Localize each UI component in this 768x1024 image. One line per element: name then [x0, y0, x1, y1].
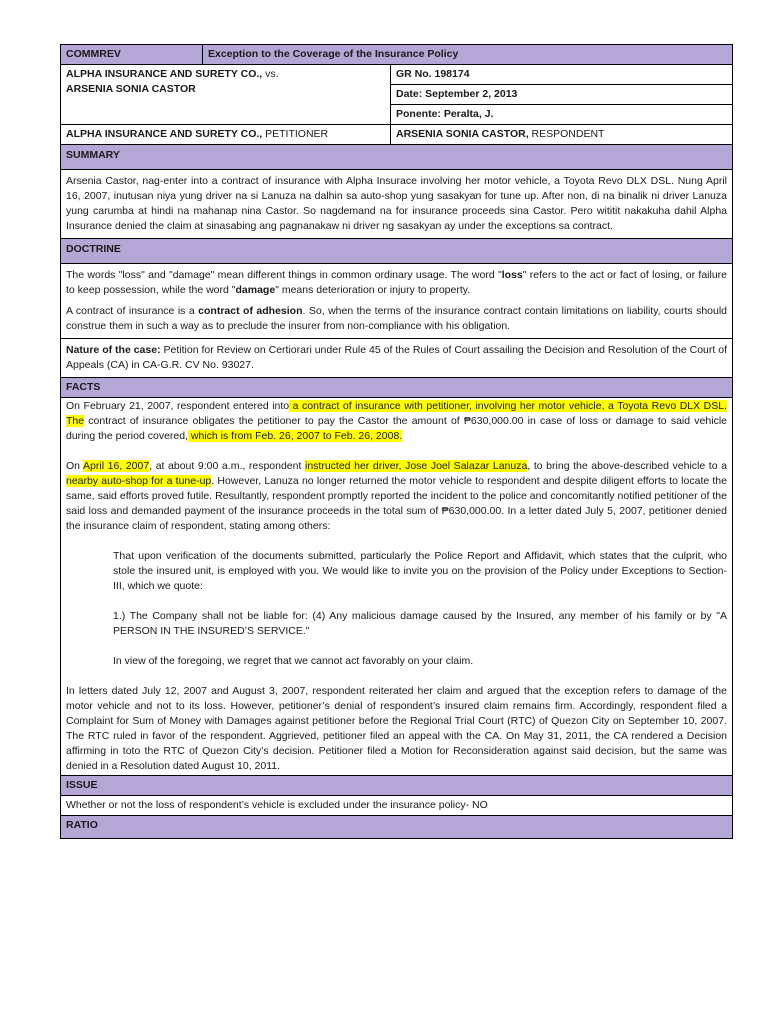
issue-text: Whether or not the loss of respondent’s vehicle is excluded under the insurance policy- NO: [61, 796, 733, 816]
subject-cell: COMMREV: [61, 45, 203, 65]
facts-heading: FACTS: [61, 378, 733, 398]
nature-text: Petition for Review on Certiorari under Rule 45 of the Rules of Court assailing the Decision and Resolution of the Court of Appeals (CA) in CA-G.R. CV No. 93027.: [66, 344, 728, 371]
case-title-row: [61, 65, 733, 85]
issue-heading: ISSUE: [61, 776, 733, 796]
quote-paragraph-1: That upon verification of the documents submitted, particularly the Police Report and Affidavit, which states that the culprit, who stole the insured unit, is employed with you. We would like to invite you on the provision of the Policy under Exceptions to Section-III, which we quote:: [113, 550, 727, 592]
facts-p2-text-c: , to bring the above-described vehicle to a: [527, 460, 727, 472]
nature-of-case: [61, 339, 733, 378]
doctrine-term-damage: damage: [235, 284, 276, 296]
facts-highlight-autoshop: nearby auto-shop for a tune-up: [66, 475, 212, 487]
petitioner-name: ALPHA INSURANCE AND SURETY CO.,: [66, 128, 263, 140]
decision-date: Date: September 2, 2013: [391, 85, 733, 105]
doctrine-body: [61, 264, 733, 339]
doctrine-p1-text-a: The words "loss" and "damage" mean different things in common ordinary usage. The word ": [66, 269, 502, 281]
quote-paragraph-2: 1.) The Company shall not be liable for: (4) Any malicious damage caused by the Insured, any member of his family or by "A PERSON IN THE INSURED’S SERVICE.": [113, 610, 727, 637]
doctrine-term-loss: loss: [501, 269, 523, 281]
spacer: [66, 669, 727, 684]
summary-heading-row: [61, 145, 733, 170]
facts-p1-text-a: On February 21, 2007, respondent entered into: [66, 400, 290, 412]
issue-heading-row: [61, 776, 733, 796]
summary-body-row: [61, 170, 733, 239]
respondent-name: ARSENIA SONIA CASTOR,: [396, 128, 529, 140]
facts-highlight-driver: instructed her driver, Jose Joel Salazar Lanuza: [305, 460, 528, 472]
petitioner-cell: [61, 125, 391, 145]
facts-body: [61, 398, 733, 776]
topic-cell: Exception to the Coverage of the Insurance Policy: [203, 45, 733, 65]
spacer: [66, 534, 727, 549]
doctrine-heading: DOCTRINE: [61, 239, 733, 264]
spacer: [66, 444, 727, 459]
summary-heading: SUMMARY: [61, 145, 733, 170]
doctrine-heading-row: [61, 239, 733, 264]
case-digest-table: [60, 44, 733, 839]
case-title-party-1: ALPHA INSURANCE AND SURETY CO.,: [66, 68, 263, 80]
doctrine-p2-text-c: . So, when the terms of the insurance contract contain limitations on liability, courts should construe them in such a way as to preclude the insurer from non-compliance with his obligation.: [66, 305, 728, 332]
case-title-vs: vs.: [262, 68, 279, 80]
facts-p2-text-b: , at about 9:00 a.m., respondent: [149, 460, 305, 472]
facts-highlight-contract: a contract of insurance with petitioner, involving her motor vehicle, a Toyota Revo DLX DSL. The: [66, 400, 727, 427]
quote-paragraph-3: In view of the foregoing, we regret that we cannot act favorably on your claim.: [113, 655, 474, 667]
summary-text: Arsenia Castor, nag-enter into a contract of insurance with Alpha Insurace involving her motor vehicle, a Toyota Revo DLX DSL. Nung April 16, 2007, inutusan niya yung driver na si Lanuza na dalhin sa auto-shop yung sasakyan for tune up. After non, di na binalik ni driver Lanuza yung carumba at hindi na mahanap nina Castor. So nagdemand na for insurance proceeds sina Castor. Pero wititit nakakuha dahil Alpha Insurance denied the claim at sinasabing ang pagnanakaw ni driver ng sasakyan ay under the exceptions sa contract.: [61, 170, 733, 239]
facts-heading-row: [61, 378, 733, 398]
ponente: Ponente: Peralta, J.: [391, 105, 733, 125]
doctrine-body-row: [61, 264, 733, 339]
ratio-heading: RATIO: [61, 816, 733, 839]
spacer: [66, 639, 727, 654]
doctrine-p2-text-a: A contract of insurance is a: [66, 305, 199, 317]
issue-body-row: [61, 796, 733, 816]
facts-paragraph-1: [66, 399, 727, 444]
case-digest-page: [60, 44, 732, 839]
facts-p2-text-d: . However, Lanuza no longer returned the motor vehicle to respondent and despite diligent efforts to locate the same, said efforts proved futile. Resultantly, respondent promptly reported the incident to the police and concomitantly notified petitioner of the said loss and demanded payment of the insurance proceeds in the total sum of ₱630,000.00. In a letter dated July 5, 2007, petitioner denied the insurance claim of respondent, stating among others:: [66, 475, 727, 532]
doctrine-p1-text-e: " means deterioration or injury to property.: [275, 284, 471, 296]
ratio-heading-row: [61, 816, 733, 839]
nature-row: [61, 339, 733, 378]
facts-highlight-date: April 16, 2007: [83, 460, 150, 472]
spacer: [66, 594, 727, 609]
facts-highlight-period: which is from Feb. 26, 2007 to Feb. 26, 2008.: [188, 430, 403, 442]
respondent-cell: [391, 125, 733, 145]
doctrine-p1-text-c: " refers to the act or fact of losing, or failure to keep possession, while the word ": [66, 269, 727, 296]
respondent-role: RESPONDENT: [528, 128, 605, 140]
doctrine-term-adhesion: contract of adhesion: [198, 305, 303, 317]
petitioner-role: PETITIONER: [262, 128, 329, 140]
case-title-party-2: ARSENIA SONIA CASTOR: [66, 83, 196, 95]
facts-body-row: [61, 398, 733, 776]
facts-p2-text-a: On: [66, 460, 84, 472]
facts-p1-text-b: contract of insurance obligates the petitioner to pay the Castor the amount of ₱630,000.00 in case of loss or damage to said vehicle during the period covered,: [66, 415, 727, 442]
nature-label: Nature of the case:: [66, 344, 161, 356]
doctrine-paragraph-1: [66, 268, 727, 298]
header-row: [61, 45, 733, 65]
parties-row: [61, 125, 733, 145]
facts-paragraph-3: In letters dated July 12, 2007 and August 3, 2007, respondent reiterated her claim and argued that the exception refers to damage of the motor vehicle and not to its loss. However, petitioner’s denial of respondent’s insured claim remains firm. Accordingly, respondent filed a Complaint for Sum of Money with Damages against petitioner before the Regional Trial Court (RTC) of Quezon City on September 10, 2007. The RTC ruled in favor of the respondent. Aggrieved, petitioner filed an appeal with the CA. On May 31, 2011, the CA rendered a Decision affirming in toto the RTC of Quezon City’s decision. Petitioner filed a Motion for Reconsideration against said decision, but the same was denied in a Resolution dated August 10, 2011.: [66, 685, 727, 772]
case-title-cell: [61, 65, 391, 125]
facts-paragraph-2: [66, 459, 727, 534]
gr-number: GR No. 198174: [391, 65, 733, 85]
doctrine-paragraph-2: [66, 304, 727, 334]
